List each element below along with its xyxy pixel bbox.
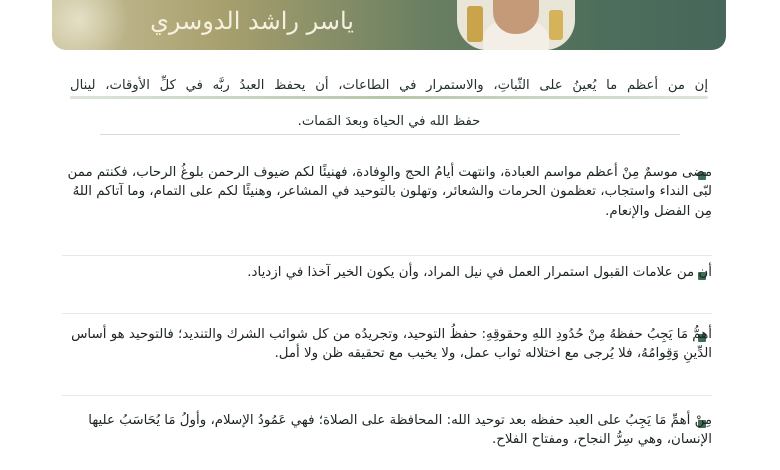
item-separator <box>62 255 712 256</box>
lead-line-2: حفظ الله في الحياة وبعدَ المَمات. <box>297 114 481 129</box>
speaker-photo <box>457 0 575 50</box>
list-item: أن من علامات القبول استمرار العمل في نيل المراد، وأن يكون الخير آخذا في ازدياد. <box>247 265 712 280</box>
list-item: مِنْ أهمِّ مَا يَجِبُ على العبد حفظه بعد توحيد الله: المحافظة على الصلاة؛ فهي عَمُودُ الإسلام، وأولُ مَا يُحَاسَبُ عليها الإنسان، وهي سِرُّ النجاح، ومفتاح الفلاح. <box>88 413 712 448</box>
item-separator <box>62 395 712 396</box>
banner-title: ياسر راشد الدوسري <box>150 7 354 35</box>
list-item: أهمُّ مَا يَجِبُ حفظهُ مِنْ حُدُودِ اللهِ وحقوقِهِ: حفظُ التوحيد، وتجريدُه من كل شوائب الشرك والتنديد؛ فالتوحيد هو أساس الدِّينِ وَقِوامُهُ، فلا يُرجى مع اختلاله ثواب عمل، ولا يخيب مع تحقيقه ظن ولا أمل. <box>71 327 712 362</box>
item-separator <box>62 313 712 314</box>
header-banner <box>52 0 726 50</box>
banner-glow <box>52 0 142 50</box>
list-item: مضى موسمٌ مِنْ أعظم مواسم العبادة، وانتهت أيامُ الحج والوِفادة، فهنيئًا لكم ضيوف الرحمن بلوغُ الرحاب، فكنتم ممن لبّى النداء واستجاب، تعظمون الحرمات والشعائر، وتهلون بالتوحيد في المشاعر، وهنيئًا لكم على التمام، وما آتاكم اللهُ مِن الفضل والإنعام. <box>67 165 712 219</box>
lead-line-1: إن من أعظم ما يُعينُ على الثّباتِ، والاستمرار في الطاعات، أن يحفظ العبدُ ربَّه في كلِّ الأوقات، لينال <box>70 78 708 93</box>
trophy-shape-2 <box>549 10 563 40</box>
trophy-shape <box>467 6 483 42</box>
lead-paragraph <box>70 76 708 132</box>
section-divider <box>100 134 680 135</box>
